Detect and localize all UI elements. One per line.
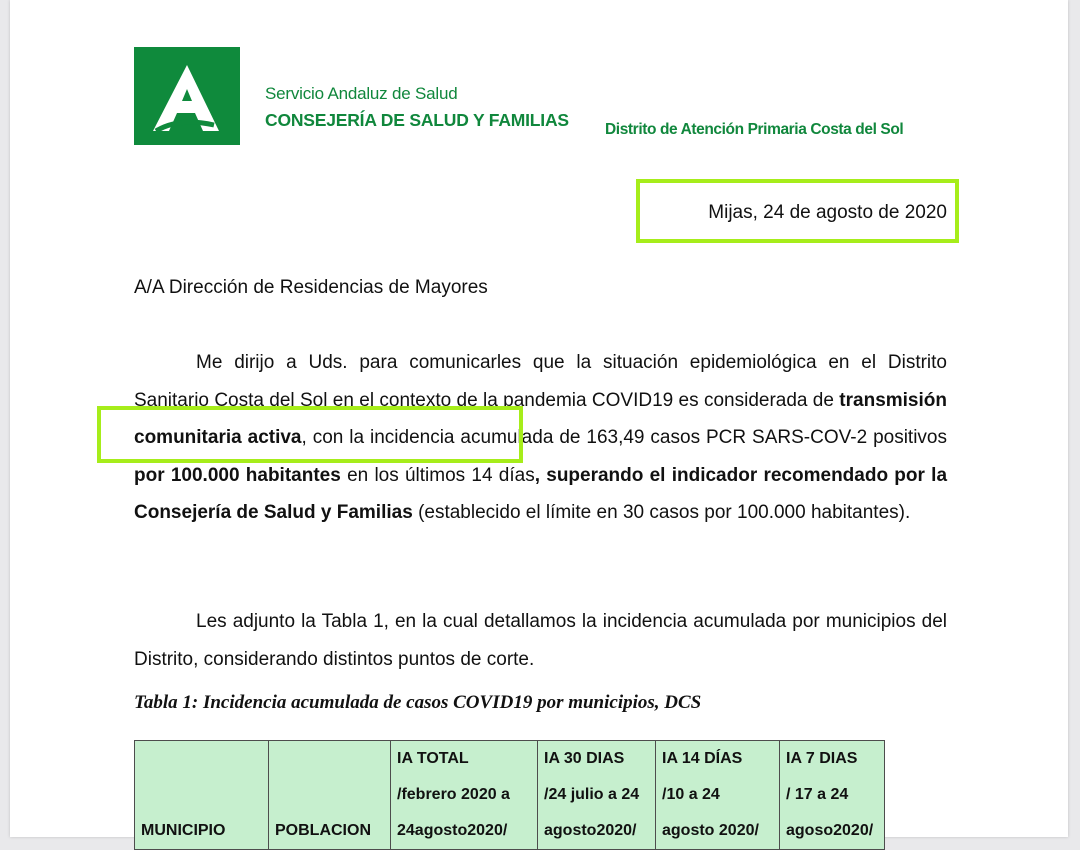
date-highlight-box [636,179,959,243]
header-municipio: MUNICIPIO [135,741,269,850]
incidence-table [134,740,885,850]
table-caption: Tabla 1: Incidencia acumulada de casos COVID19 por municipios, DCS [134,692,702,713]
junta-andalucia-logo [134,47,240,145]
header-ia-total: IA TOTAL /febrero 2020 a 24agosto2020/ [391,741,538,850]
org-line-2: CONSEJERÍA DE SALUD Y FAMILIAS [265,110,569,130]
org-line-1: Servicio Andaluz de Salud [265,84,458,103]
header-ia-7-dias: IA 7 DIAS / 17 a 24 agoso2020/ [780,741,885,850]
transmission-highlight-box [97,406,523,463]
paragraph-table-intro: Les adjunto la Tabla 1, en la cual detallamos la incidencia acumulada por municipios del Distrito, considerando distintos puntos de corte. [134,611,947,670]
letter-addressee: A/A Dirección de Residencias de Mayores [134,277,488,298]
paragraph-situation: Me dirijo a Uds. para comunicarles que la situación epidemiológica en el Distrito Sanitario Costa del Sol en el contexto de la pandemia COVID19 es considerada de transmisión comunitaria activa, con la incidencia acumulada de 163,49 casos PCR SARS-COV-2 positivos por 100.000 habitantes en los últimos 14 días, superando el indicador recomendado por la Consejería de Salud y Familias (establecido el límite en 30 casos por 100.000 habitantes). [134,352,948,523]
transmission-emphasis: transmisión comunitaria activa [134,389,947,448]
header-poblacion: POBLACION [269,741,391,850]
table-header-row [135,741,885,850]
header-ia-30-dias: IA 30 DIAS /24 julio a 24 agosto2020/ [538,741,656,850]
letter-date: Mijas, 24 de agosto de 2020 [708,202,947,223]
district-name: Distrito de Atención Primaria Costa del Sol [605,121,904,138]
header-ia-14-dias: IA 14 DÍAS /10 a 24 agosto 2020/ [656,741,780,850]
